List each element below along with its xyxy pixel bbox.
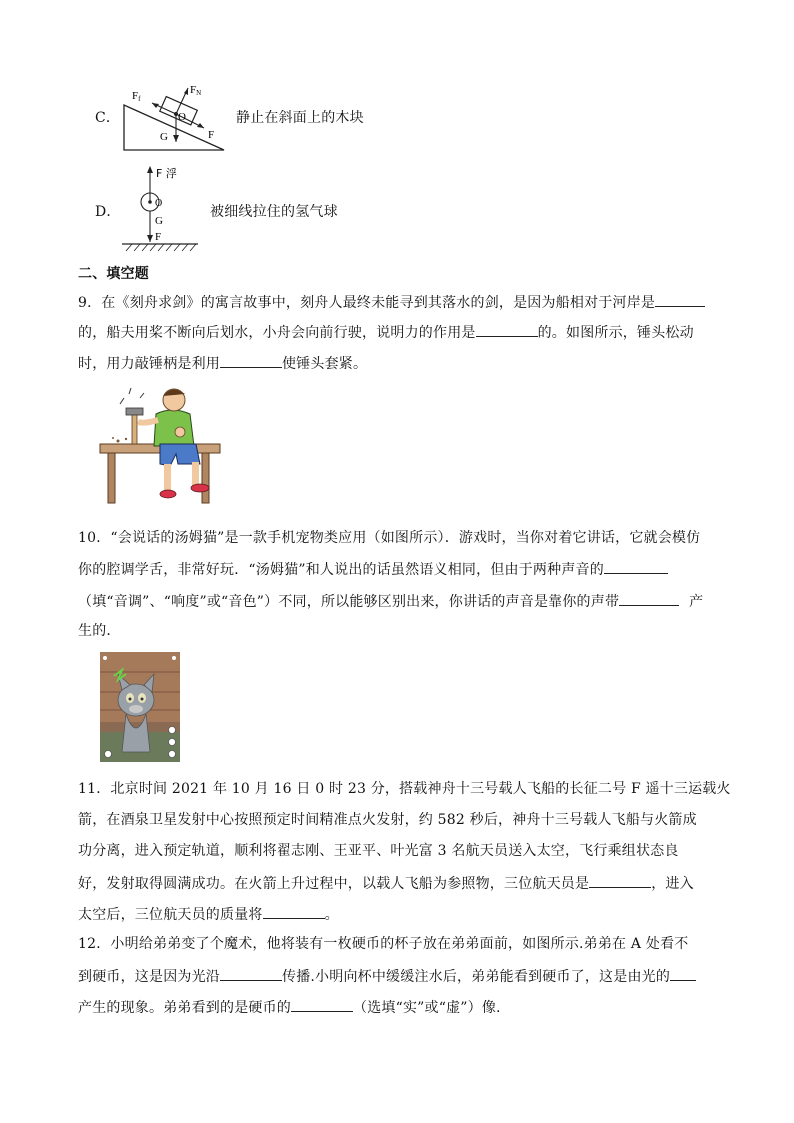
section-title: 二、填空题	[78, 266, 149, 282]
q10-line1: 10．“会说话的汤姆猫”是一款手机宠物类应用（如图所示）．游戏时，当你对着它讲话，它就会模仿	[78, 530, 701, 546]
q12-blank2[interactable]	[670, 965, 696, 981]
q10-blank2[interactable]	[619, 590, 679, 606]
q11-line2: 箭，在酒泉卫星发射中心按照预定时间精准点火发射，约 582 秒后，神舟十三号载人飞船与火箭成	[78, 812, 697, 828]
option-d-letter: D．	[95, 204, 121, 220]
hammer-man-illustration	[96, 384, 226, 508]
label-f: F	[155, 231, 162, 243]
talking-tom-app-image	[100, 652, 180, 762]
q9-line1: 9．在《刻舟求剑》的寓言故事中，刻舟人最终未能寻到其落水的剑，是因为船相对于河岸是	[78, 291, 705, 313]
label-o: O	[155, 198, 163, 209]
q11-line5: 太空后，三位航天员的质量将 。	[78, 903, 339, 925]
q12-line2: 到硬币，这是因为光沿 传播.小明向杯中缓缓注水后，弟弟能看到硬币了，这是由光的	[78, 965, 696, 987]
q9-blank3[interactable]	[220, 352, 282, 368]
q12-line3: 产生的现象。弟弟看到的是硬币的 （选填“实”或“虚”）像.	[78, 996, 501, 1018]
label-g: G	[155, 215, 163, 227]
incline-force-diagram	[118, 80, 230, 156]
option-c-caption: 静止在斜面上的木块	[236, 110, 364, 126]
q9-line2: 的，船夫用桨不断向后划水，小舟会向前行驶，说明力的作用是 的。如图所示，锤头松动	[78, 321, 694, 343]
label-f-buoyancy: F 浮	[156, 167, 177, 180]
q10-line4: 生的．	[78, 623, 121, 639]
q9-blank2[interactable]	[476, 321, 538, 337]
q9-blank1[interactable]	[655, 291, 705, 307]
label-ff: Ff	[132, 90, 141, 103]
q12-blank3[interactable]	[291, 996, 353, 1012]
q11-blank2[interactable]	[263, 903, 325, 919]
label-g: G	[160, 131, 168, 143]
label-o: O	[178, 111, 186, 123]
ground-hatching	[126, 244, 196, 251]
q12-line1: 12．小明给弟弟变了个魔术，他将装有一枚硬币的杯子放在弟弟面前，如图所示.弟弟在 A 处看不	[78, 936, 689, 952]
q11-line1: 11．北京时间 2021 年 10 月 16 日 0 时 23 分，搭载神舟十三号载人飞船的长征二号 F 遥十三运载火	[78, 781, 731, 797]
label-fn: FN	[190, 84, 202, 97]
q11-line4: 好，发射取得圆满成功。在火箭上升过程中，以载人飞船为参照物，三位航天员是 ，进入	[78, 872, 694, 894]
q12-blank1[interactable]	[220, 965, 282, 981]
q10-line3: （填“音调”、“响度”或“音色”）不同，所以能够区别出来，你讲话的声音是靠你的声带 产	[78, 590, 703, 612]
q10-blank1[interactable]	[604, 558, 668, 574]
balloon-force-diagram	[118, 162, 202, 252]
q10-line2: 你的腔调学舌，非常好玩．“汤姆猫”和人说出的话虽然语义相同，但由于两种声音的	[78, 558, 668, 580]
label-f: F	[208, 129, 215, 141]
option-c-letter: C．	[95, 110, 121, 126]
q9-line3: 时，用力敲锤柄是利用 使锤头套紧。	[78, 352, 367, 374]
q11-blank1[interactable]	[589, 872, 651, 888]
q11-line3: 功分离，进入预定轨道，顺利将翟志刚、王亚平、叶光富 3 名航天员送入太空，飞行乘组状态良	[78, 843, 679, 859]
option-d-caption: 被细线拉住的氢气球	[210, 204, 338, 220]
